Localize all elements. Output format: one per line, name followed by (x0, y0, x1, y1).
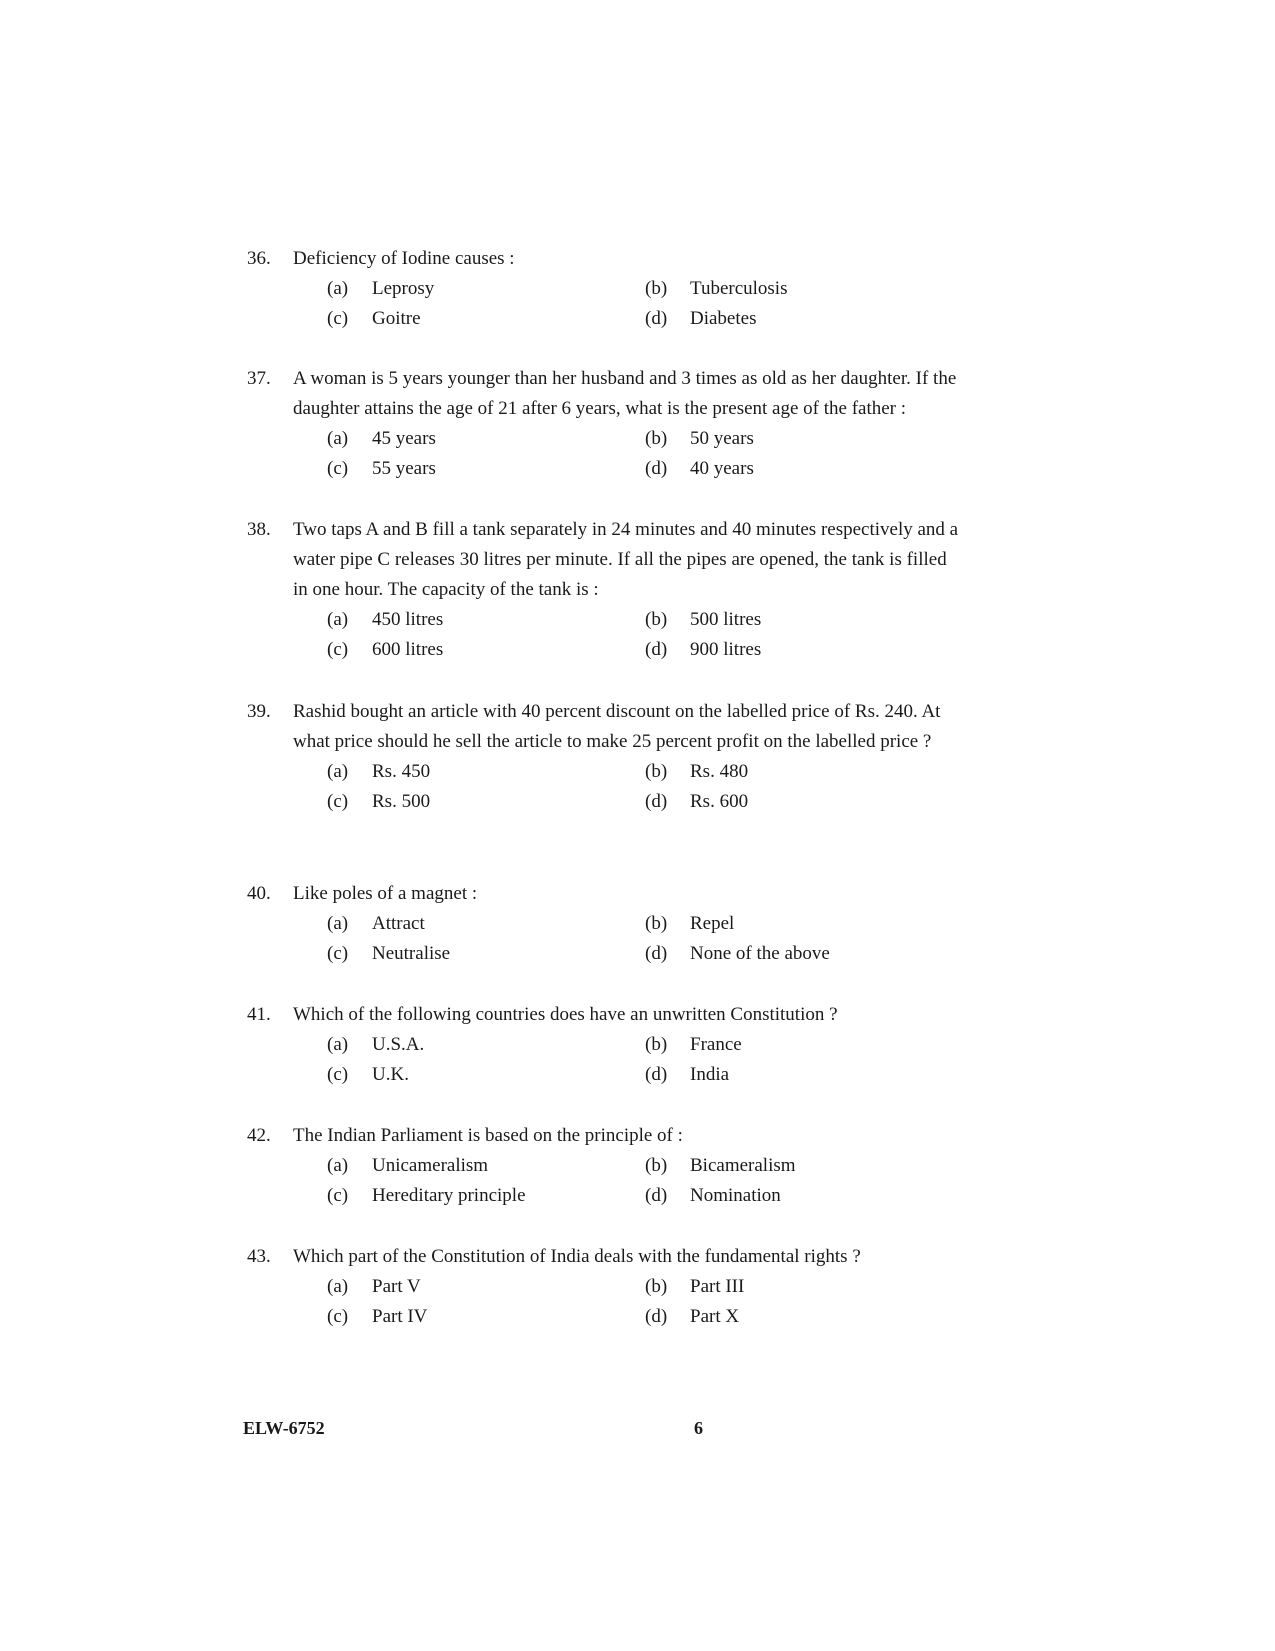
option-c: (c) Hereditary principle (327, 1185, 526, 1206)
question-number: 41. (247, 1004, 271, 1025)
option-c: (c) Neutralise (327, 943, 451, 964)
question-42 (247, 1121, 967, 1211)
option-d: (d) Rs. 600 (645, 791, 749, 812)
option-d: (d) None of the above (645, 943, 830, 964)
option-b: (b) Rs. 480 (645, 761, 749, 782)
options-list (327, 424, 967, 484)
option-c: (c) Rs. 500 (327, 791, 431, 812)
question-text: Deficiency of Iodine causes : (293, 248, 515, 269)
question-number: 36. (247, 248, 271, 269)
question-number: 38. (247, 519, 271, 540)
option-a: (a) 450 litres (327, 609, 444, 630)
question-text: Which of the following countries does have an unwritten Constitution ? (293, 1004, 838, 1025)
option-c: (c) U.K. (327, 1064, 409, 1085)
option-a: (a) Unicameralism (327, 1155, 489, 1176)
option-d: (d) Nomination (645, 1185, 781, 1206)
question-41 (247, 1000, 967, 1090)
option-b: (b) Part III (645, 1276, 745, 1297)
options-list (327, 1030, 967, 1090)
options-list (327, 909, 967, 969)
options-list (327, 1151, 967, 1211)
option-c: (c) 55 years (327, 458, 436, 479)
question-number: 40. (247, 883, 271, 904)
question-40 (247, 879, 967, 969)
options-list (327, 605, 967, 665)
option-b: (b) 50 years (645, 428, 754, 449)
option-b: (b) France (645, 1034, 742, 1055)
question-text: A woman is 5 years younger than her husband and 3 times as old as her daughter. If the daughter attains the age of 21 after 6 years, what is the present age of the father : (293, 368, 957, 419)
option-d: (d) 40 years (645, 458, 754, 479)
options-list (327, 274, 967, 334)
question-number: 43. (247, 1246, 271, 1267)
option-c: (c) 600 litres (327, 639, 444, 660)
question-text: Rashid bought an article with 40 percent discount on the labelled price of Rs. 240. At what price should he sell the article to make 25 percent profit on the labelled price ? (293, 701, 941, 752)
question-36 (247, 244, 967, 334)
options-list (327, 1272, 967, 1332)
question-text: Like poles of a magnet : (293, 883, 478, 904)
question-number: 42. (247, 1125, 271, 1146)
question-text: The Indian Parliament is based on the principle of : (293, 1125, 683, 1146)
question-number: 37. (247, 368, 271, 389)
option-b: (b) Bicameralism (645, 1155, 796, 1176)
option-d: (d) Part X (645, 1306, 740, 1327)
option-a: (a) Part V (327, 1276, 421, 1297)
options-list (327, 757, 967, 817)
option-a: (a) Leprosy (327, 278, 435, 299)
option-c: (c) Goitre (327, 308, 421, 329)
option-b: (b) 500 litres (645, 609, 762, 630)
option-d: (d) India (645, 1064, 730, 1085)
question-38 (247, 515, 967, 665)
option-b: (b) Tuberculosis (645, 278, 788, 299)
option-b: (b) Repel (645, 913, 735, 934)
option-a: (a) U.S.A. (327, 1034, 425, 1055)
paper-code: ELW-6752 (243, 1418, 325, 1438)
question-37 (247, 364, 967, 484)
option-c: (c) Part IV (327, 1306, 428, 1327)
question-39 (247, 697, 967, 817)
question-text: Two taps A and B fill a tank separately in 24 minutes and 40 minutes respectively and a water pipe C releases 30 litres per minute. If all the pipes are opened, the tank is filled in one hour. The capacity of the tank is : (293, 519, 959, 600)
page-number: 6 (694, 1418, 703, 1438)
question-text: Which part of the Constitution of India deals with the fundamental rights ? (293, 1246, 861, 1267)
option-d: (d) Diabetes (645, 308, 757, 329)
option-a: (a) Attract (327, 913, 425, 934)
option-d: (d) 900 litres (645, 639, 762, 660)
question-number: 39. (247, 701, 271, 722)
option-a: (a) 45 years (327, 428, 436, 449)
option-a: (a) Rs. 450 (327, 761, 431, 782)
question-43 (247, 1242, 967, 1332)
